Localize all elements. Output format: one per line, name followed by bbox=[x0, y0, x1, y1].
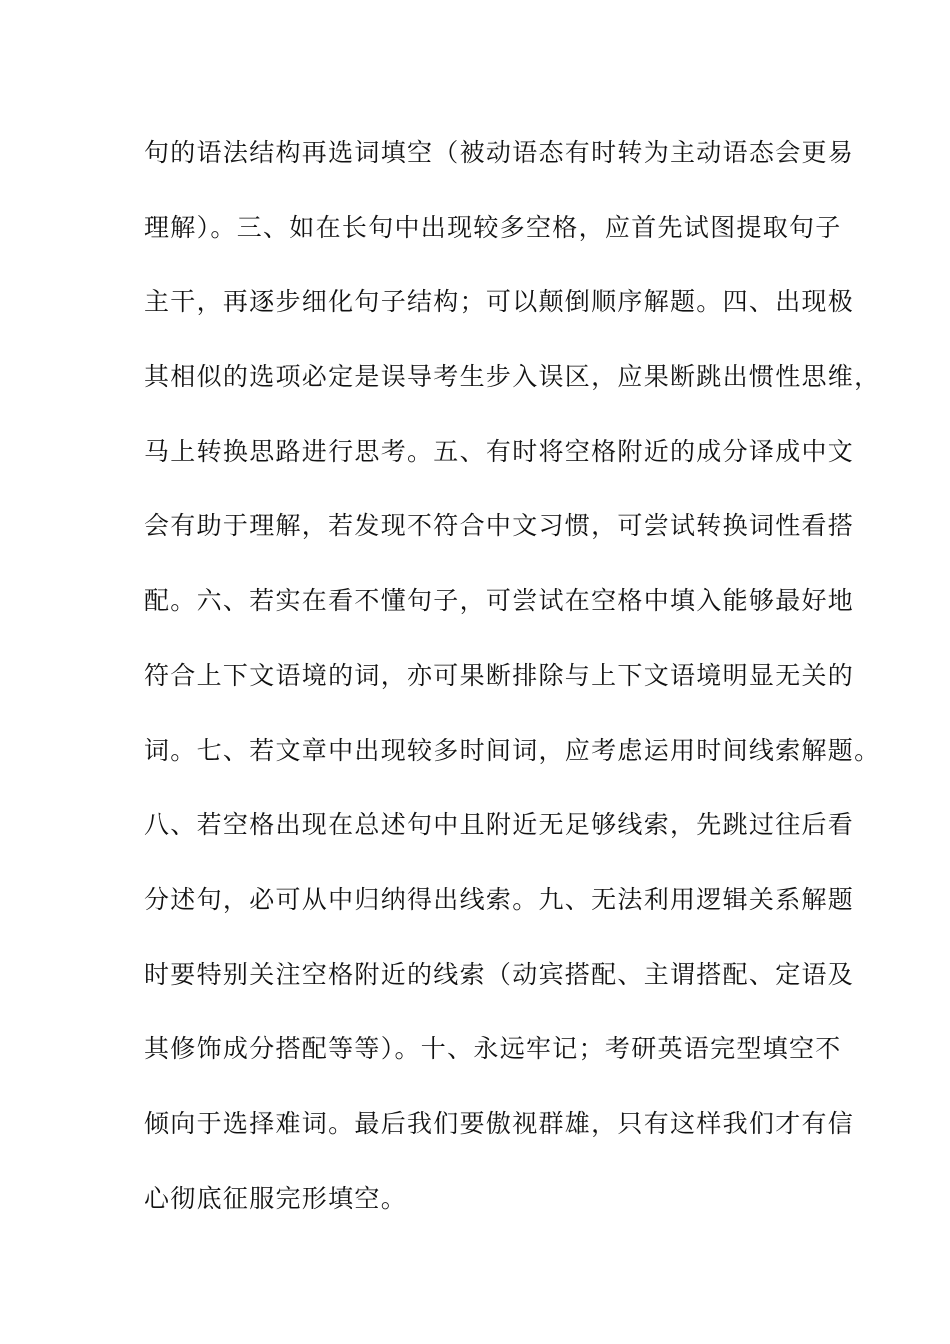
text-line: 词。七、若文章中出现较多时间词，应考虑运用时间线索解题。 bbox=[144, 735, 881, 765]
text-line: 理解）。三、如在长句中出现较多空格，应首先试图提取句子 bbox=[144, 212, 842, 242]
body-paragraph bbox=[144, 133, 881, 1253]
text-line: 其相似的选项必定是误导考生步入误区，应果断跳出惯性思维， bbox=[144, 362, 881, 392]
text-line: 句的语法结构再选词填空（被动语态有时转为主动语态会更易 bbox=[144, 138, 855, 167]
text-line: 倾向于选择难词。最后我们要傲视群雄，只有这样我们才有信 bbox=[144, 1108, 855, 1138]
text-line: 符合上下文语境的词，亦可果断排除与上下文语境明显无关的 bbox=[144, 660, 855, 690]
text-line: 心彻底征服完形填空。 bbox=[144, 1183, 408, 1213]
text-line: 时要特别关注空格附近的线索（动宾搭配、主谓搭配、定语及 bbox=[144, 959, 855, 989]
text-line: 主干，再逐步细化句子结构；可以颠倒顺序解题。四、出现极 bbox=[144, 287, 855, 317]
text-line: 马上转换思路进行思考。五、有时将空格附近的成分译成中文 bbox=[144, 436, 855, 466]
text-line: 配。六、若实在看不懂句子，可尝试在空格中填入能够最好地 bbox=[144, 586, 855, 616]
text-line: 其修饰成分搭配等等）。十、永远牢记；考研英语完型填空不 bbox=[144, 1034, 842, 1064]
text-line: 会有助于理解，若发现不符合中文习惯，可尝试转换词性看搭 bbox=[144, 511, 855, 541]
text-line: 分述句，必可从中归纳得出线索。九、无法利用逻辑关系解题 bbox=[144, 884, 855, 914]
text-line: 八、若空格出现在总述句中且附近无足够线索，先跳过往后看 bbox=[144, 810, 855, 840]
